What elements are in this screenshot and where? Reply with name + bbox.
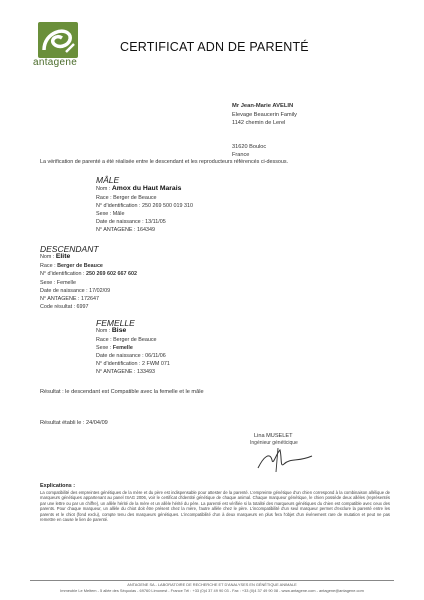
male-ident: N° d'identification : 250 269 500 019 310 <box>96 203 193 209</box>
explanations-text: La compatibilité des empreintes génétiques de la mère et du père est indispensable pour attester de la parenté. L'empreinte génétique d'un chien correspond à la combinaison allélique de marqueurs génétiques appartenant au panel ISAG 2006, voir le certificat d'identité génétique de chaque animal. Chaque marqueur génétique, le chien possède deux allèles (représentés par une lettre ou par un chiffre), un allèle hérité de la mère et un allèle hérité du père. La parenté est vérifiée si la totalité des marqueurs génétiques du chien est compatible avec ceux des parents. Pour chaque marqueur, un allèle du chiot doit être présent chez la mère, l'autre allèle chez le père. L'incompatibilité d'un seul marqueur permet d'exclure la parenté entre les parents et le chiot (fond exclu), compte tenu des marqueurs génétiques. L'incompatibilité d'un à deux marqueurs en plus fera l'objet d'un événement rare de mutation et peut ne pas remettre en cause le lien de parenté. <box>40 490 390 523</box>
recipient-line2: 1142 chemin de Lerel <box>232 120 286 126</box>
recipient-line1: Elevage Beaucerin Family <box>232 112 297 118</box>
page-title: CERTIFICAT ADN DE PARENTÉ <box>120 40 309 54</box>
descendant-race-value: Berger de Beauce <box>57 263 103 269</box>
female-heading: FEMELLE <box>96 318 135 328</box>
logo-wordmark: antagene <box>33 57 78 68</box>
male-name-label: Nom : <box>96 186 111 192</box>
female-name-value: Bise <box>111 327 127 334</box>
female-name-row <box>96 327 126 336</box>
descendant-race-row <box>40 263 103 271</box>
footer-contact: Immeuble Le Meltem - 5 allée des Séquoias - 69760 Limonest - France Tél : +33 (0)4 37 49 90 03 - Fax : +33 (0)4 37 49 90 08 - www.antagene.com - antagene@antagene.com <box>60 588 364 593</box>
recipient-line4: France <box>232 152 250 158</box>
recipient-name: Mr Jean-Marie AVELIN <box>232 103 294 109</box>
female-race: Race : Berger de Beauce <box>96 337 157 343</box>
descendant-result-code: Code résultat : 6997 <box>40 304 89 310</box>
intro-text: La vérification de parenté a été réalisée entre le descendant et les reproducteurs référencés ci-dessous. <box>40 159 289 165</box>
female-name-label: Nom : <box>96 328 111 334</box>
male-name-value: Amox du Haut Marais <box>111 185 182 192</box>
female-antagene-number: N° ANTAGENE : 133493 <box>96 369 155 375</box>
female-sexe-value: Femelle <box>112 345 133 351</box>
result-statement: Résultat : le descendant est Compatible avec la femelle et le mâle <box>40 389 204 395</box>
male-antagene-number: N° ANTAGENE : 164349 <box>96 227 155 233</box>
descendant-sexe: Sexe : Femelle <box>40 280 76 286</box>
explanations-title: Explications : <box>40 483 76 489</box>
descendant-ident-label: N° d'identification : <box>40 271 85 277</box>
descendant-name-label: Nom : <box>40 254 55 260</box>
descendant-birthdate: Date de naissance : 17/02/09 <box>40 288 111 294</box>
female-ident: N° d'identification : 2 FWM 071 <box>96 361 170 367</box>
footer-company: ANTAGENE SA - LABORATOIRE DE RECHERCHE ET D'ANALYSES EN GÉNÉTIQUE ANIMALE <box>127 582 297 587</box>
descendant-ident-row <box>40 271 137 279</box>
descendant-name-value: Elite <box>55 253 71 260</box>
footer-divider <box>30 580 394 581</box>
result-date: Résultat établi le : 24/04/09 <box>40 420 108 426</box>
descendant-antagene-number: N° ANTAGENE : 172647 <box>40 296 99 302</box>
male-birthdate: Date de naissance : 13/11/05 <box>96 219 166 225</box>
descendant-race-label: Race : <box>40 263 56 269</box>
female-sexe-label: Sexe : <box>96 345 112 351</box>
descendant-heading: DESCENDANT <box>40 244 99 254</box>
female-birthdate: Date de naissance : 06/11/06 <box>96 353 166 359</box>
male-heading: MÂLE <box>96 175 120 185</box>
female-sexe-row <box>96 345 133 353</box>
signatory-name: Lina MUSELET <box>254 433 293 439</box>
antagene-logo-icon <box>38 22 78 58</box>
male-sexe: Sexe : Mâle <box>96 211 125 217</box>
male-name-row <box>96 185 181 194</box>
male-race: Race : Berger de Beauce <box>96 195 157 201</box>
descendant-ident-value: 250 269 602 667 602 <box>86 271 138 277</box>
recipient-line3: 31620 Bouloc <box>232 144 267 150</box>
signatory-role: Ingénieur généticique <box>250 440 298 446</box>
signature-icon <box>250 446 320 474</box>
descendant-name-row <box>40 253 70 262</box>
